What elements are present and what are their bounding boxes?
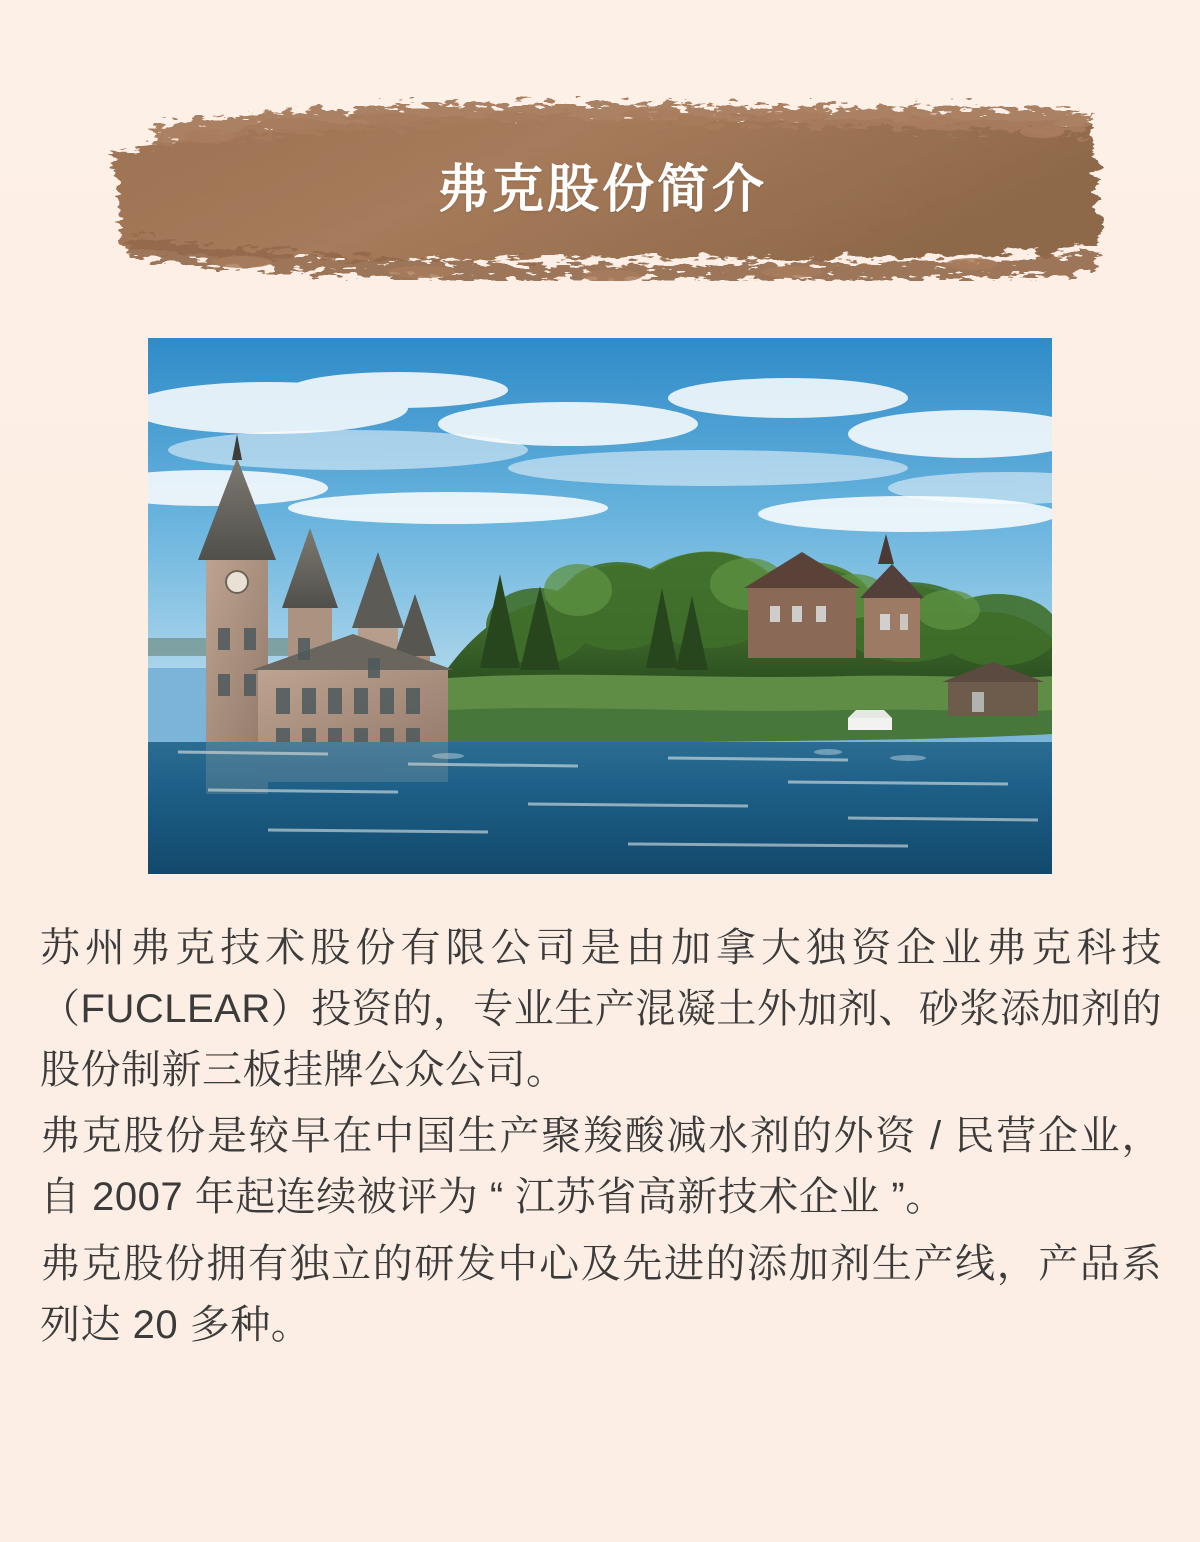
page-title: 弗克股份简介: [436, 161, 767, 219]
hero-image: [148, 338, 1052, 874]
castle-island-photo: [148, 338, 1052, 874]
paragraph-1: 苏州弗克技术股份有限公司是由加拿大独资企业弗克科技（FUCLEAR）投资的，专业生产混凝土外加剂、砂浆添加剂的股份制新三板挂牌公众公司。: [40, 926, 1162, 1092]
paragraph-3: 弗克股份拥有独立的研发中心及先进的添加剂生产线，产品系列达 20 多种。: [40, 1241, 1162, 1347]
paragraph-2: 弗克股份是较早在中国生产聚羧酸减水剂的外资 / 民营企业，自 2007 年起连续被评为 “ 江苏省高新技术企业 ”。: [40, 1114, 1162, 1220]
body-copy: [40, 918, 1162, 1356]
title-banner: [92, 96, 1112, 281]
